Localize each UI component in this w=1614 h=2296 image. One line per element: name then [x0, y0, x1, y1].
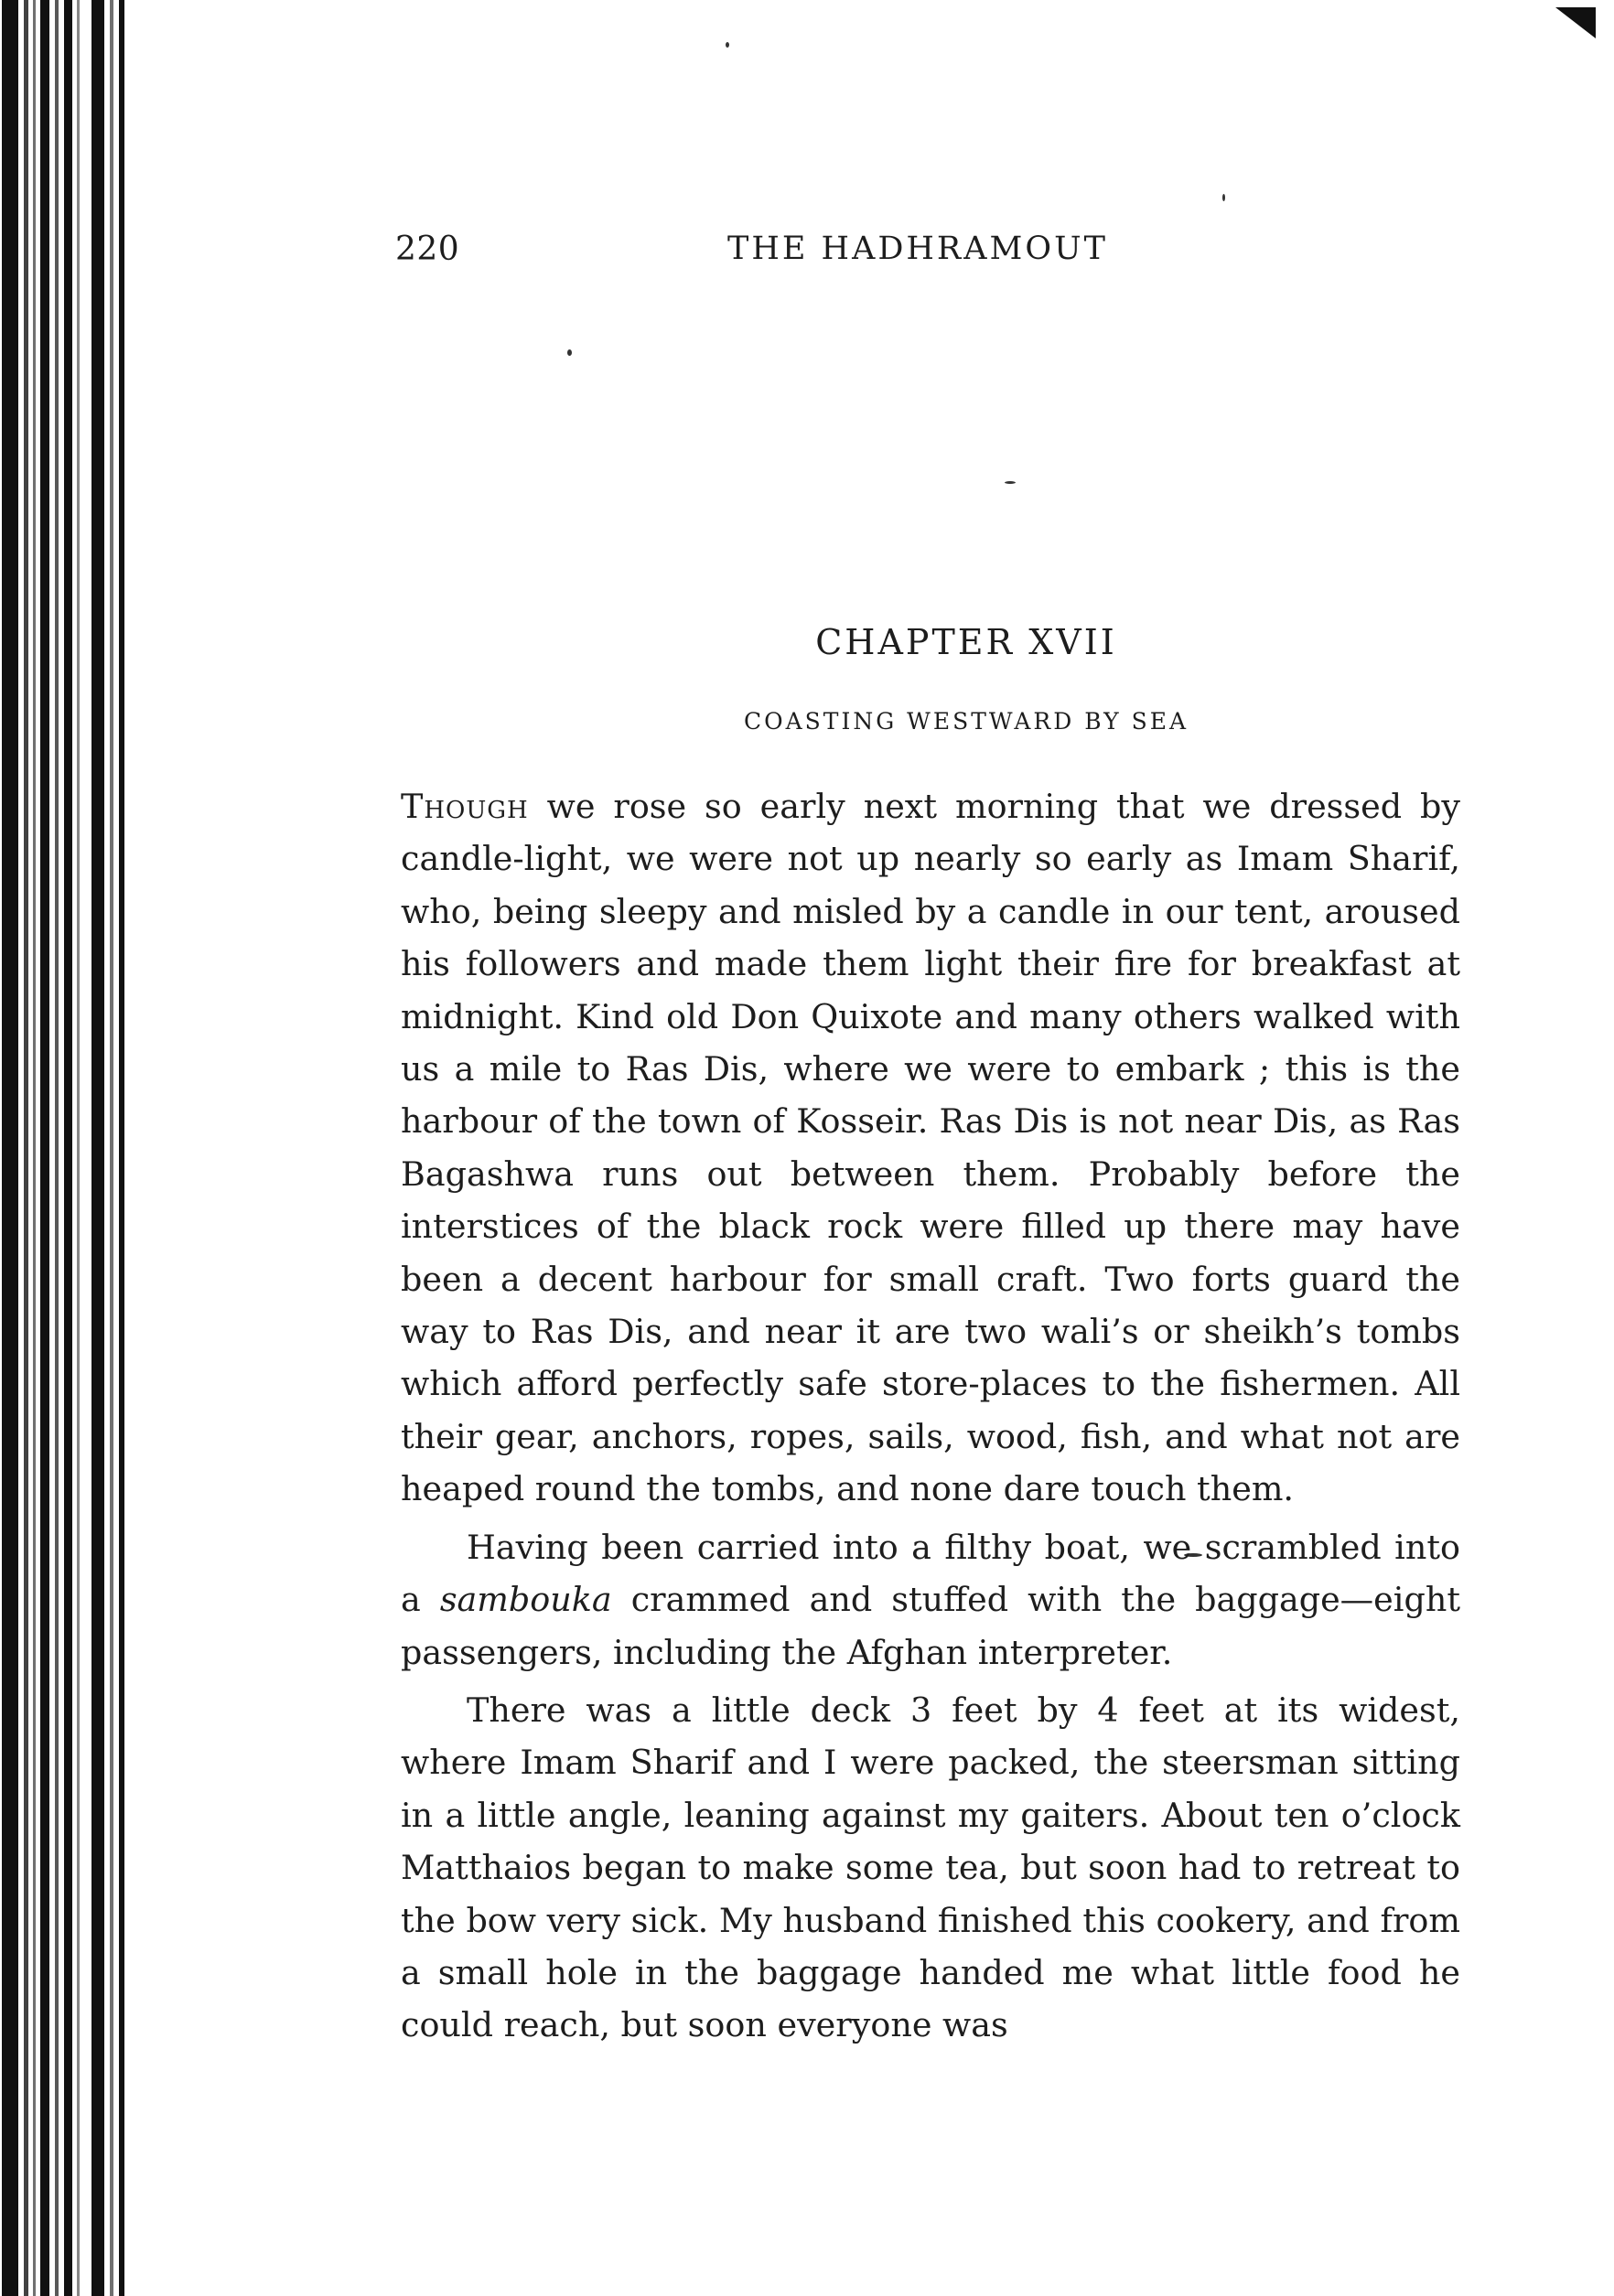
chapter-title: CHAPTER XVII — [815, 622, 1117, 662]
paragraph-1-lead-word: Though — [401, 787, 529, 826]
paragraph-2-text-after: crammed and stuffed with the baggage—eight passengers, including the Afghan interpreter. — [401, 1580, 1460, 1672]
body-text — [401, 780, 1460, 2052]
scan-speck — [726, 42, 729, 48]
running-title: THE HADHRAMOUT — [727, 231, 1108, 267]
scan-corner-mark — [1555, 7, 1596, 38]
scan-speck — [567, 349, 572, 356]
paragraph-2 — [401, 1521, 1460, 1679]
paragraph-2-text-before: Having been carried into a filthy boat, we scrambled into a — [401, 1527, 1460, 1620]
book-binding-edge — [0, 0, 137, 2296]
page-number: 220 — [395, 231, 460, 268]
paragraph-1-text: we rose so early next morning that we dressed by candle-light, we were not up nearly so early as Imam Sharif, who, being sleepy and misled by a candle in our tent, aroused his followers and made them light their fire for breakfast at midnight. Kind old Don Quixote and many others walked with us a mile to Ras Dis, where we were to embark ; this is the harbour of the town of Kosseir. Ras Dis is not near Dis, as Ras Bagashwa runs out between them. Probably before the interstices of the black rock were filled up there may have been a decent harbour for small craft. Two forts guard the way to Ras Dis, and near it are two wali’s or sheikh’s tombs which afford perfectly safe store-places to the fishermen. All their gear, anchors, ropes, sails, wood, fish, and what not are heaped round the tombs, and none dare touch them. — [401, 787, 1460, 1509]
paragraph-3: There was a little deck 3 feet by 4 feet at its widest, where Imam Sharif and I were packed, the steersman sitting in a little angle, leaning against my gaiters. About ten o’clock Matthaios began to make some tea, but soon had to retreat to the bow very sick. My husband finished this cookery, and from a small hole in the baggage handed me what little food he could reach, but soon everyone was — [401, 1690, 1460, 2045]
chapter-subtitle: COASTING WESTWARD BY SEA — [743, 708, 1189, 735]
scan-speck — [1222, 194, 1225, 201]
paragraph-1 — [401, 780, 1460, 1516]
paragraph-2-italic-term: sambouka — [439, 1580, 612, 1620]
scan-speck — [1005, 481, 1016, 484]
running-head — [395, 231, 1155, 276]
